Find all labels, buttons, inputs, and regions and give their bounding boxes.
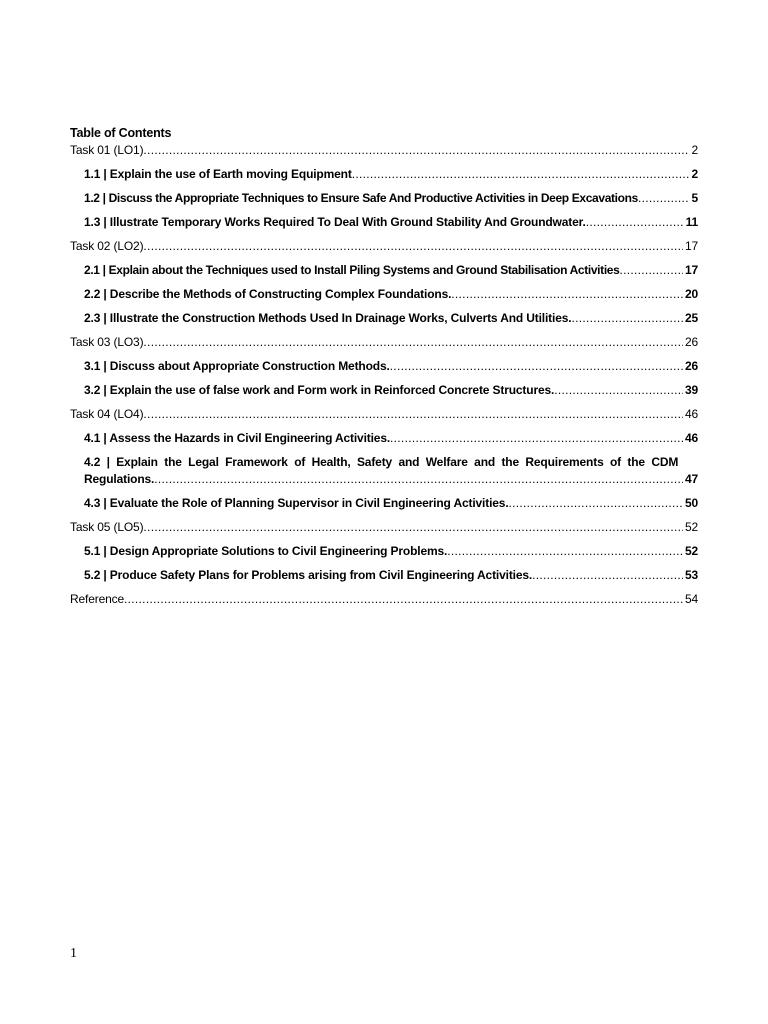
toc-entry-text: 1.2 | Discuss the Appropriate Techniques to Ensure Safe And Productive Activities in Deep Excavations bbox=[84, 191, 638, 205]
toc-entry-text: 3.2 | Explain the use of false work and Form work in Reinforced Concrete Structures. bbox=[84, 383, 555, 397]
toc-dot-leader bbox=[154, 471, 683, 488]
toc-entry-reference[interactable] bbox=[70, 591, 698, 608]
toc-page-number: 20 bbox=[684, 287, 698, 301]
toc-page-number: 46 bbox=[684, 407, 698, 421]
toc-dot-leader bbox=[451, 286, 683, 303]
toc-dot-leader bbox=[532, 567, 683, 584]
toc-dot-leader bbox=[638, 190, 690, 207]
table-of-contents bbox=[70, 125, 698, 615]
toc-entry-2-1[interactable] bbox=[70, 262, 698, 279]
toc-entry-text: 3.1 | Discuss about Appropriate Construction Methods. bbox=[84, 359, 390, 373]
toc-entry-text: 5.1 | Design Appropriate Solutions to Civil Engineering Problems. bbox=[84, 544, 448, 558]
toc-entry-2-3[interactable] bbox=[70, 310, 698, 327]
toc-page-number: 50 bbox=[684, 496, 698, 510]
toc-entry-text: 4.3 | Evaluate the Role of Planning Supervisor in Civil Engineering Activities. bbox=[84, 496, 509, 510]
toc-dot-leader bbox=[143, 142, 689, 159]
toc-entry-4-2[interactable] bbox=[70, 454, 698, 488]
toc-page-number: 11 bbox=[685, 215, 698, 229]
toc-dot-leader bbox=[571, 310, 683, 327]
toc-dot-leader bbox=[447, 543, 683, 560]
toc-page-number: 46 bbox=[684, 431, 698, 445]
toc-entry-text-line2: Regulations. bbox=[84, 472, 155, 486]
toc-entry-text: Task 05 (LO5) bbox=[70, 520, 144, 534]
toc-page-number: 17 bbox=[684, 263, 698, 277]
toc-page-number: 54 bbox=[684, 592, 698, 606]
toc-entry-text: 1.3 | Illustrate Temporary Works Required To Deal With Ground Stability And Groundwater. bbox=[84, 215, 586, 229]
toc-entry-text: Reference bbox=[70, 592, 125, 606]
toc-entry-5-1[interactable] bbox=[70, 543, 698, 560]
toc-dot-leader bbox=[619, 262, 682, 279]
toc-page-number: 47 bbox=[684, 472, 698, 486]
toc-page-number: 52 bbox=[684, 544, 698, 558]
toc-entry-text: 5.2 | Produce Safety Plans for Problems arising from Civil Engineering Activities. bbox=[84, 568, 533, 582]
toc-dot-leader bbox=[143, 238, 683, 255]
toc-entry-task-03[interactable] bbox=[70, 334, 698, 351]
toc-entry-text: 2.3 | Illustrate the Construction Methods Used In Drainage Works, Culverts And Utilities. bbox=[84, 311, 572, 325]
toc-page-number: 26 bbox=[684, 335, 698, 349]
toc-page-number: 39 bbox=[684, 383, 698, 397]
toc-page-number: 2 bbox=[691, 143, 698, 157]
toc-entry-3-1[interactable] bbox=[70, 358, 698, 375]
toc-page-number: 25 bbox=[684, 311, 698, 325]
toc-entry-text: Task 02 (LO2) bbox=[70, 239, 144, 253]
toc-dot-leader bbox=[143, 334, 683, 351]
toc-entry-task-05[interactable] bbox=[70, 519, 698, 536]
toc-dot-leader bbox=[352, 166, 690, 183]
toc-page-number: 5 bbox=[691, 191, 698, 205]
toc-entry-text-line1: 4.2 | Explain the Legal Framework of Health, Safety and Welfare and the Requirements of the CDM bbox=[84, 455, 679, 469]
toc-entry-task-02[interactable] bbox=[70, 238, 698, 255]
toc-entry-3-2[interactable] bbox=[70, 382, 698, 399]
toc-page-number: 26 bbox=[684, 359, 698, 373]
toc-dot-leader bbox=[390, 430, 683, 447]
toc-dot-leader bbox=[390, 358, 683, 375]
toc-entry-task-01[interactable] bbox=[70, 142, 698, 159]
toc-entry-4-3[interactable] bbox=[70, 495, 698, 512]
toc-entry-4-1[interactable] bbox=[70, 430, 698, 447]
toc-title: Table of Contents bbox=[70, 126, 172, 140]
toc-dot-leader bbox=[143, 406, 683, 423]
toc-entry-1-2[interactable] bbox=[70, 190, 698, 207]
toc-entry-1-1[interactable] bbox=[70, 166, 698, 183]
toc-page-number: 53 bbox=[684, 568, 698, 582]
toc-entry-text: Task 01 (LO1) bbox=[70, 143, 144, 157]
toc-entry-task-04[interactable] bbox=[70, 406, 698, 423]
toc-entry-2-2[interactable] bbox=[70, 286, 698, 303]
footer-page-number: 1 bbox=[70, 946, 77, 961]
toc-dot-leader bbox=[124, 591, 683, 608]
toc-dot-leader bbox=[554, 382, 683, 399]
toc-page-number: 2 bbox=[691, 167, 698, 181]
toc-dot-leader bbox=[509, 495, 683, 512]
toc-entry-text: 2.1 | Explain about the Techniques used to Install Piling Systems and Ground Stabilisation Activities bbox=[84, 263, 620, 277]
toc-entry-text: 2.2 | Describe the Methods of Constructing Complex Foundations. bbox=[84, 287, 452, 301]
toc-entry-1-3[interactable] bbox=[70, 214, 698, 231]
toc-page-number: 52 bbox=[684, 520, 698, 534]
toc-entry-text: Task 04 (LO4) bbox=[70, 407, 144, 421]
toc-dot-leader bbox=[143, 519, 683, 536]
toc-page-number: 17 bbox=[684, 239, 698, 253]
toc-entry-5-2[interactable] bbox=[70, 567, 698, 584]
toc-entry-text: Task 03 (LO3) bbox=[70, 335, 144, 349]
toc-entry-text: 4.1 | Assess the Hazards in Civil Engineering Activities. bbox=[84, 431, 391, 445]
toc-dot-leader bbox=[586, 214, 684, 231]
toc-entry-text: 1.1 | Explain the use of Earth moving Equipment bbox=[84, 167, 352, 181]
